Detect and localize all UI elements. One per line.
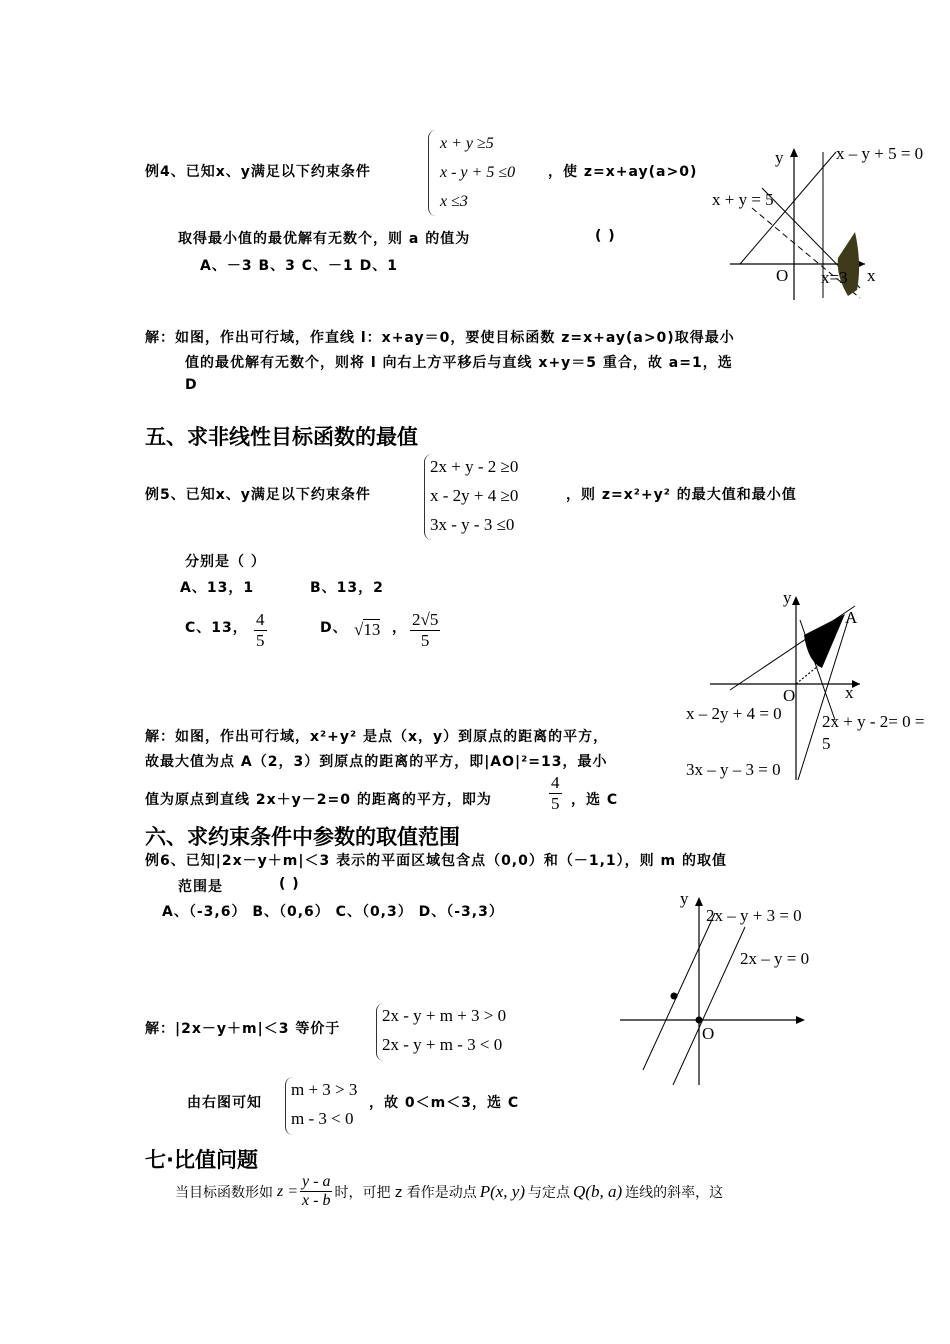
ratio-z: z = [277, 1182, 299, 1200]
ex4-brace [428, 130, 437, 216]
ex5-solution-fraction: $\frac{4}{5}$ [551, 773, 560, 813]
ex6-line-1: 例6、已知|2x－y＋m|＜3 表示的平面区域包含点（0,0）和（－1,1），则 m 的取值 [145, 853, 728, 869]
section-7-title: 七·比值问题 [145, 1148, 258, 1172]
ratio-text-b: 时，可把 z 看作是动点 [334, 1184, 477, 1201]
ex5-question: 分别是（ ） [185, 554, 266, 570]
ex5-fig-line2: 2x + y - 2= 0 = [822, 712, 925, 731]
ex4-constraint-2: x - y + 5 ≤0 [440, 164, 516, 181]
ratio-point-q: Q(b, a) [573, 1181, 623, 1201]
ex4-fig-line1: x – y + 5 = 0 [836, 144, 924, 163]
ex5-fig-line3: 3x – y – 3 = 0 [686, 760, 781, 779]
ex4-fig-origin: O [776, 266, 789, 285]
ex5-option-d-fraction: $\frac{2√5}{5}$ [412, 610, 439, 650]
ex5-solution-3: 值为原点到直线 2x＋y－2=0 的距离的平方，即为 [145, 792, 492, 808]
ex4-fig-y: y [775, 148, 784, 167]
ex4-answer-paren: ( ) [595, 228, 616, 244]
ex5-constraint-3: 3x - y - 3 ≤0 [430, 515, 515, 534]
ex4-constraint-1: x + y ≥5 [440, 135, 494, 152]
ex6-from-ineq-2: m - 3 < 0 [291, 1109, 354, 1128]
ratio-line [175, 1173, 723, 1210]
section-6-title: 六、求约束条件中参数的取值范围 [145, 825, 460, 849]
ex5-option-d: D、 [320, 620, 348, 636]
ex5-option-d-root: √13 [354, 620, 381, 639]
ex6-from-prefix: 由右图可知 [187, 1095, 262, 1111]
ex4-fig-line3: x=3 [821, 268, 848, 287]
ex6-line-2: 范围是 [178, 879, 223, 895]
ex6-solution-ineq-2: 2x - y + m - 3 < 0 [382, 1035, 503, 1054]
ex4-constraint-3: x ≤3 [440, 193, 468, 210]
ex6-fig-y: y [680, 889, 689, 908]
ex5-constraint-1: 2x + y - 2 ≥0 [430, 457, 519, 476]
ex6-fig-line1: 2x – y + 3 = 0 [706, 906, 802, 925]
ex4-solution-3: D [185, 377, 198, 393]
ex6-solution-ineq-1: 2x - y + m + 3 > 0 [382, 1006, 507, 1025]
ex5-option-c-fraction: $\frac{4}{5}$ [256, 610, 265, 650]
ex6-from-ineq-1: m + 3 > 3 [291, 1080, 358, 1099]
ex5-fig-line1: x – 2y + 4 = 0 [686, 704, 782, 723]
ex4-suffix: ，使 z=x+ay(a>0) [548, 164, 698, 180]
ex6-from-suffix: ，故 0＜m＜3，选 C [369, 1095, 520, 1111]
ex5-option-c: C、13， [185, 620, 248, 636]
ex4-prefix: 例4、已知x、y满足以下约束条件 [145, 164, 371, 180]
ex6-fig-origin: O [702, 1024, 715, 1043]
ratio-text-c: 与定点 [528, 1184, 571, 1201]
ex5-fig-origin: O [783, 686, 796, 705]
ex5-option-d-comma: ， [392, 620, 407, 636]
ex5-option-a: A、13，1 [180, 580, 255, 596]
ex4-options: A、－3 B、3 C、－1 D、1 [200, 258, 398, 274]
ex5-fig-line2-cont: 5 [822, 734, 831, 753]
ratio-text-d: 连线的斜率，这 [625, 1184, 724, 1201]
ex5-solution-3-end: ，选 C [571, 792, 619, 808]
ex5-fig-y: y [783, 588, 792, 607]
ex6-fig-line2: 2x – y = 0 [740, 949, 810, 968]
ex4-solution-2: 值的最优解有无数个，则将 l 向右上方平移后与直线 x+y＝5 重合，故 a=1，选 [185, 355, 733, 371]
ex4-solution-1: 解：如图，作出可行域，作直线 l：x+ay＝0，要使目标函数 z=x+ay(a>0)取得最小 [145, 330, 735, 346]
ex6-options: A、（-3,6） B、（0,6） C、（0,3） D、（-3,3） [162, 904, 504, 920]
ex5-solution-2: 故最大值为点 A（2，3）到原点的距离的平方，即|AO|²=13，最小 [145, 754, 608, 770]
ex5-solution-1: 解：如图，作出可行域，x²+y² 是点（x，y）到原点的距离的平方， [145, 729, 609, 745]
ex6-solution-prefix: 解：|2x－y＋m|＜3 等价于 [145, 1021, 341, 1037]
ratio-text-a: 当目标函数形如 [175, 1184, 273, 1201]
ex4-fig-line2: x + y = 5 [712, 190, 774, 209]
ex4-question: 取得最小值的最优解有无数个，则 a 的值为 [178, 231, 471, 247]
ex5-fig-x: x [845, 683, 854, 702]
ex5-option-b: B、13，2 [310, 580, 384, 596]
ratio-fraction: $\frac{y - a}{x - b}$ [302, 1173, 331, 1209]
ex4-fig-x: x [867, 266, 876, 285]
ex5-constraint-2: x - 2y + 4 ≥0 [430, 486, 519, 505]
ratio-point-p: P(x, y) [479, 1181, 526, 1201]
ex5-suffix: ，则 z=x²+y² 的最大值和最小值 [566, 487, 797, 503]
section-5-title: 五、求非线性目标函数的最值 [145, 425, 418, 449]
ex5-fig-point-a: A [845, 608, 858, 627]
ex6-answer-paren: ( ) [279, 876, 300, 892]
ex5-prefix: 例5、已知x、y满足以下约束条件 [145, 487, 371, 503]
